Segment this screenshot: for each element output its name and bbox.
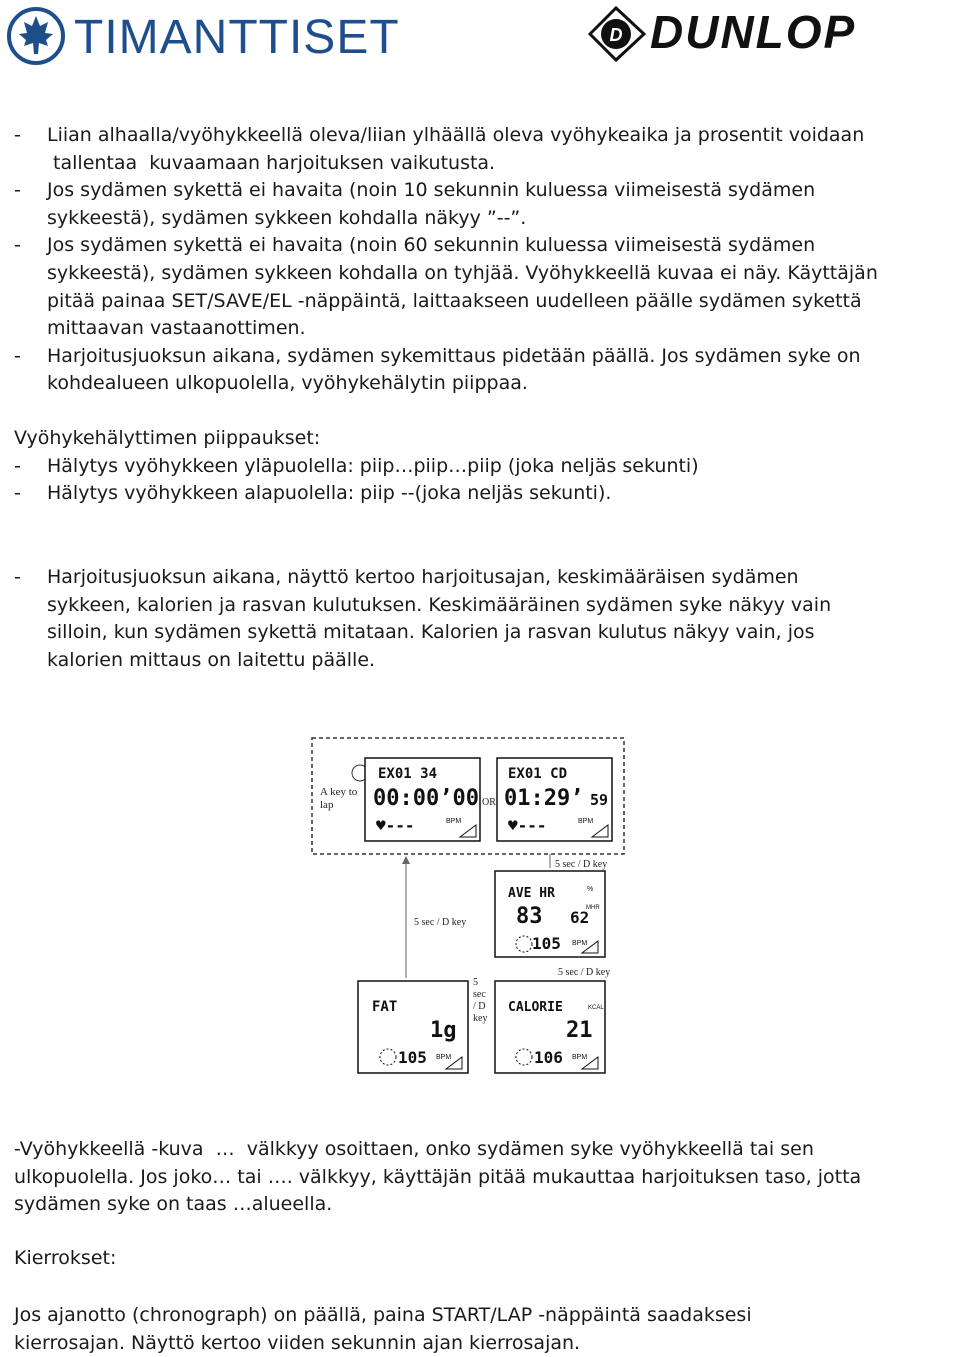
line: kierrosajan. Näyttö kertoo viiden sekunnin ajan kierrosajan. [14, 1331, 581, 1354]
bullet-list-2 [14, 564, 934, 674]
line: kalorien mittaus on laitettu päälle. [47, 648, 376, 671]
list-item: - Jos sydämen sykettä ei havaita (noin 10 sekunnin kuluessa viimeisestä sydämen sykkeestä), sydämen sykkeen kohdalla näkyy ”--”. [14, 177, 934, 232]
screen1-time: 00:00’00 [373, 786, 479, 811]
line: Harjoitusjuoksun aikana, näyttö kertoo harjoitusajan, keskimääräisen sydämen [47, 566, 799, 588]
line: sykkeestä), sydämen sykkeen kohdalla on tyhjää. Vyöhykkeellä kuvaa ei näy. Käyttäjän [47, 261, 878, 284]
screen3-val2: 62 [570, 908, 590, 927]
section-heading-kierrokset: Kierrokset: [14, 1247, 117, 1269]
vertical-label-key: key [473, 1013, 488, 1024]
screen3-bpm: BPM [572, 940, 588, 947]
screen3-label: AVE HR [508, 886, 555, 901]
arrow-head-icon [402, 856, 410, 864]
line: Jos ajanotto (chronograph) on päällä, paina START/LAP -näppäintä saadaksesi [14, 1304, 752, 1326]
screen1-top: EX01 34 [378, 766, 438, 782]
lcd-screen-5 [495, 981, 605, 1073]
maple-leaf-emblem-icon [6, 6, 66, 66]
screen5-value: 21 [566, 1018, 593, 1043]
line: kohdealueen ulkopuolella, vyöhykehälytin piippaa. [47, 372, 528, 395]
line: Liian alhaalla/vyöhykkeellä oleva/liian ylhäällä oleva vyöhykeaika ja prosentit voidaan [47, 124, 865, 146]
screen5-bottom: 106 [534, 1048, 563, 1067]
paragraph-3 [14, 1136, 934, 1219]
screen3-mhr: MHR [586, 905, 600, 911]
dunlop-wordmark: DUNLOP [650, 6, 857, 58]
timanttiset-logo [6, 4, 426, 70]
screen5-bpm: BPM [572, 1054, 588, 1061]
lcd-screen-2 [497, 758, 612, 841]
timanttiset-wordmark: TIMANTTISET [74, 11, 400, 64]
dunlop-emblem-icon [586, 4, 650, 64]
line: -Vyöhykkeellä -kuva … välkkyy osoittaen, onko sydämen syke vyöhykkeellä tai sen [14, 1138, 814, 1160]
lcd-screen-3 [495, 871, 605, 957]
screen1-bpm: BPM [446, 818, 462, 825]
list-item: - Hälytys vyöhykkeen alapuolella: piip --(joka neljäs sekunti). [14, 482, 612, 505]
screen2-seconds: 59 [590, 791, 609, 809]
screen2-top: EX01 CD [508, 766, 568, 782]
line: ulkopuolella. Jos joko… tai …. välkkyy, käyttäjän pitää mukauttaa harjoituksen taso, jotta [14, 1165, 862, 1188]
screen2-heart-row: ♥--- [508, 816, 547, 835]
lcd-screen-1 [365, 758, 480, 841]
vertical-label-sec: sec [473, 989, 486, 1000]
line: sykkeestä), sydämen sykkeen kohdalla näkyy ”--”. [47, 206, 527, 229]
list-item: - Harjoitusjuoksun aikana, näyttö kertoo harjoitusajan, keskimääräisen sydämen sykkeen, kalorien ja rasvan kulutuksen. Keskimääräinen sydämen syke näkyy vain silloin, kun sydämen sykettä mitataan. Kalorien ja rasvan kulutus näkyy vain, jos kalorien mittaus on laitettu päälle. [14, 564, 934, 674]
dunlop-badge-letter: D [609, 25, 623, 45]
lap-label: lap [320, 799, 334, 811]
line: Jos sydämen sykettä ei havaita (noin 60 sekunnin kuluessa viimeisestä sydämen [47, 234, 816, 257]
screen5-kcal: KCAL [588, 1005, 604, 1011]
list-item: - Liian alhaalla/vyöhykkeellä oleva/liian ylhäällä oleva vyöhykeaika ja prosentit voidaan tallentaa kuvaamaan harjoituksen vaikutusta. [14, 122, 934, 177]
list-item: - Hälytys vyöhykkeen yläpuolella: piip…piip…piip (joka neljäs sekunti) [14, 454, 699, 477]
screen3-pct: % [587, 886, 594, 893]
line: Jos sydämen sykettä ei havaita (noin 10 sekunnin kuluessa viimeisestä sydämen [47, 179, 816, 202]
arrow-label-2: 5 sec / D key [414, 917, 467, 928]
line: sydämen syke on taas …alueella. [14, 1193, 333, 1216]
vertical-label-5: 5 [473, 977, 478, 988]
or-label: OR [482, 797, 496, 808]
lcd-screen-4 [358, 981, 468, 1073]
screen2-time: 01:29’ [504, 786, 584, 811]
screen4-bottom: 105 [398, 1048, 427, 1067]
arrow-label-1: 5 sec / D key [555, 859, 608, 870]
vertical-label-d: / D [473, 1001, 486, 1012]
dunlop-logo [586, 4, 958, 64]
alarm-title: Vyöhykehälyttimen piippaukset: [14, 427, 321, 449]
screen4-label: FAT [372, 999, 398, 1015]
screen4-bpm: BPM [436, 1054, 452, 1061]
bullet-list-1 [14, 122, 934, 398]
line: tallentaa kuvaamaan harjoituksen vaikutusta. [47, 151, 496, 174]
alarm-section [14, 425, 934, 508]
list-item: - Harjoitusjuoksun aikana, sydämen sykemittaus pidetään päällä. Jos sydämen syke on kohdealueen ulkopuolella, vyöhykehälytin piippaa. [14, 343, 934, 398]
diagram-figure [310, 733, 630, 1078]
line: silloin, kun sydämen sykettä mitataan. Kalorien ja rasvan kulutus näkyy vain, jos [47, 621, 815, 644]
watch-display-diagram [310, 733, 630, 1078]
line: sykkeen, kalorien ja rasvan kulutuksen. Keskimääräinen sydämen syke näkyy vain [47, 593, 832, 616]
a-key-to-label: A key to [320, 786, 358, 798]
screen2-bpm: BPM [578, 818, 594, 825]
screen3-bottom: 105 [532, 934, 561, 953]
screen4-value: 1g [430, 1018, 457, 1043]
screen3-val1: 83 [516, 904, 543, 929]
line: pitää painaa SET/SAVE/EL -näppäintä, laittaakseen uudelleen päälle sydämen sykettä [47, 289, 862, 312]
arrow-label-3: 5 sec / D key [558, 967, 611, 978]
list-item: - Jos sydämen sykettä ei havaita (noin 60 sekunnin kuluessa viimeisestä sydämen sykkeestä), sydämen sykkeen kohdalla on tyhjää. Vyöhykkeellä kuvaa ei näy. Käyttäjän pitää painaa SET/SAVE/EL -näppäintä, laittaakseen uudelleen päälle sydämen sykettä mittaavan vastaanottimen. [14, 232, 934, 342]
line: mittaavan vastaanottimen. [47, 317, 306, 340]
screen5-label: CALORIE [508, 1000, 563, 1015]
paragraph-4 [14, 1302, 934, 1357]
screen1-heart-row: ♥--- [376, 816, 415, 835]
line: Harjoitusjuoksun aikana, sydämen sykemittaus pidetään päällä. Jos sydämen syke on [47, 344, 861, 367]
